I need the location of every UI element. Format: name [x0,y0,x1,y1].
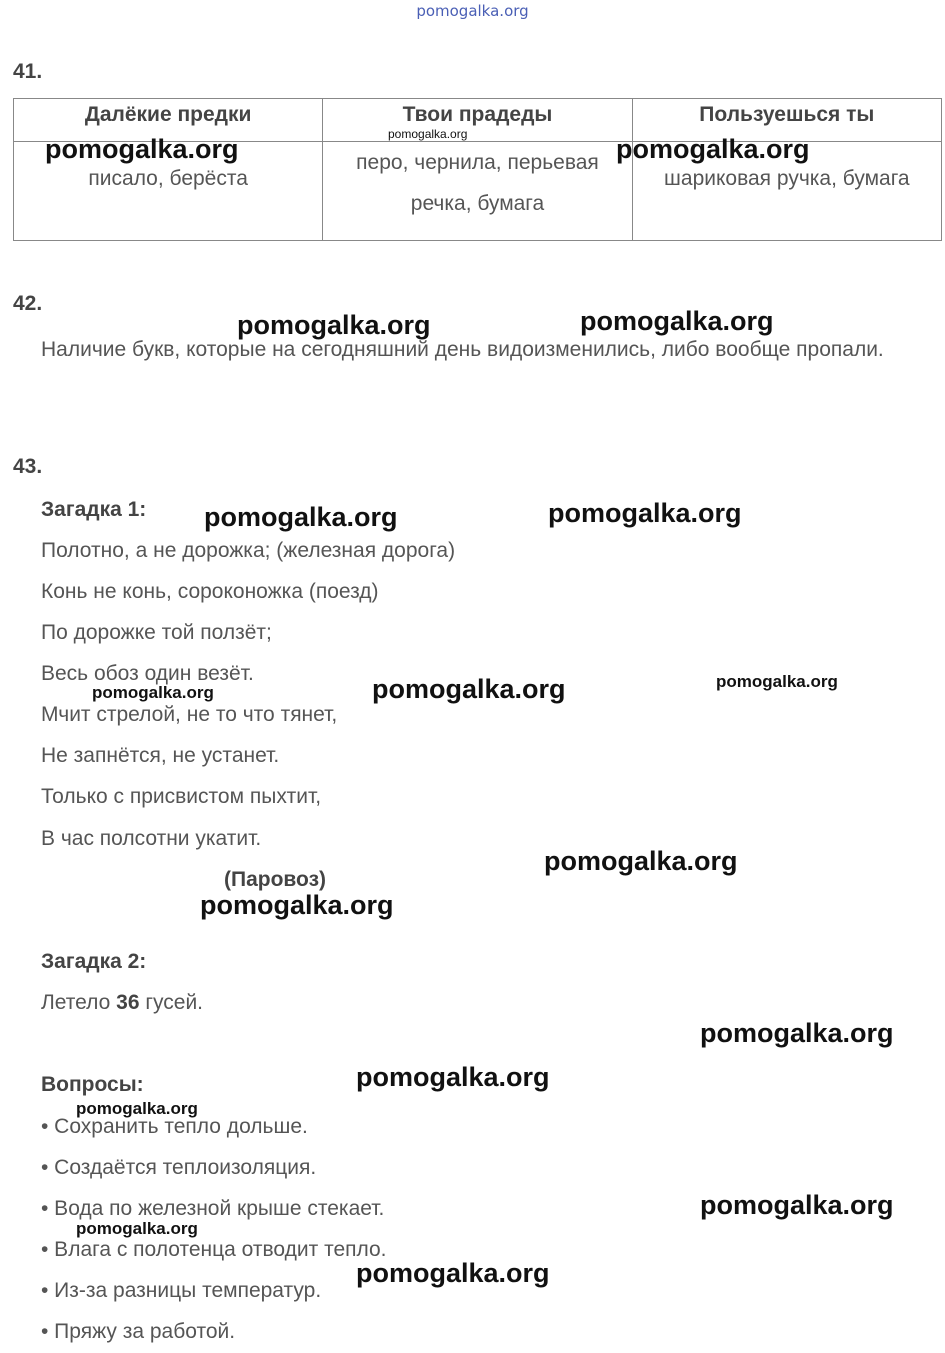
riddle-2-text-before: Летело [41,991,117,1014]
questions-title: Вопросы: [41,1073,144,1096]
watermark: pomogalka.org [76,1099,198,1118]
riddle-1-answer: (Паровоз) [224,868,327,891]
site-link[interactable]: pomogalka.org [416,2,529,20]
riddle-1-line: Мчит стрелой, не то что тянет, [41,703,338,726]
riddle-1-line: Полотно, а не дорожка; (железная дорога) [41,539,456,562]
watermark: pomogalka.org [616,134,810,164]
watermark: pomogalka.org [716,672,838,691]
riddle-2-text-after: гусей. [139,991,204,1014]
riddle-1-line: Только с присвистом пыхтит, [41,785,322,808]
riddle-2-number: 36 [116,991,140,1014]
riddle-1-line: Не запнётся, не устанет. [41,744,280,767]
watermark: pomogalka.org [200,890,394,920]
watermark: pomogalka.org [76,1219,198,1238]
riddle-1-line: В час полсотни укатит. [41,827,262,850]
watermark: pomogalka.org [356,1062,550,1092]
task-41-table [13,98,942,241]
list-item: • Вода по железной крыше стекает. [41,1197,385,1220]
list-item: • Из-за разницы температур. [41,1279,322,1302]
list-item: • Пряжу за работой. [41,1320,236,1343]
table-header: Далёкие предки [14,99,323,142]
list-item: • Создаётся теплоизоляция. [41,1156,317,1179]
task-43-number: 43. [13,455,43,478]
table-header: Твои прадеды [323,99,632,142]
watermark: pomogalka.org [356,1258,550,1288]
watermark: pomogalka.org [580,306,774,336]
list-item: • Влага с полотенца отводит тепло. [41,1238,387,1261]
watermark: pomogalka.org [372,674,566,704]
riddle-1-title: Загадка 1: [41,498,147,521]
table-cell: писало, берёста [14,142,323,241]
riddle-1-line: По дорожке той ползёт; [41,621,272,644]
watermark: pomogalka.org [700,1190,894,1220]
riddle-1-line: Конь не конь, сороконожка (поезд) [41,580,379,603]
riddle-1-line: Весь обоз один везёт. [41,662,254,685]
riddle-2-title: Загадка 2: [41,950,147,973]
table-header: Пользуешься ты [632,99,941,142]
list-item: • Сохранить тепло дольше. [41,1115,308,1138]
task-41-number: 41. [13,60,43,83]
table-cell: перо, чернила, перьевая речка, бумага [323,142,632,241]
task-42-number: 42. [13,292,43,315]
watermark: pomogalka.org [548,498,742,528]
watermark: pomogalka.org [204,502,398,532]
table-cell: шариковая ручка, бумага [632,142,941,241]
watermark: pomogalka.org [237,310,431,340]
watermark: pomogalka.org [388,127,468,141]
task-42-text: Наличие букв, которые на сегодняшний день видоизменились, либо вообще пропали. [41,338,884,361]
watermark: pomogalka.org [92,683,214,702]
riddle-2-text [41,991,203,1015]
watermark: pomogalka.org [544,846,738,876]
watermark: pomogalka.org [700,1018,894,1048]
watermark: pomogalka.org [45,134,239,164]
